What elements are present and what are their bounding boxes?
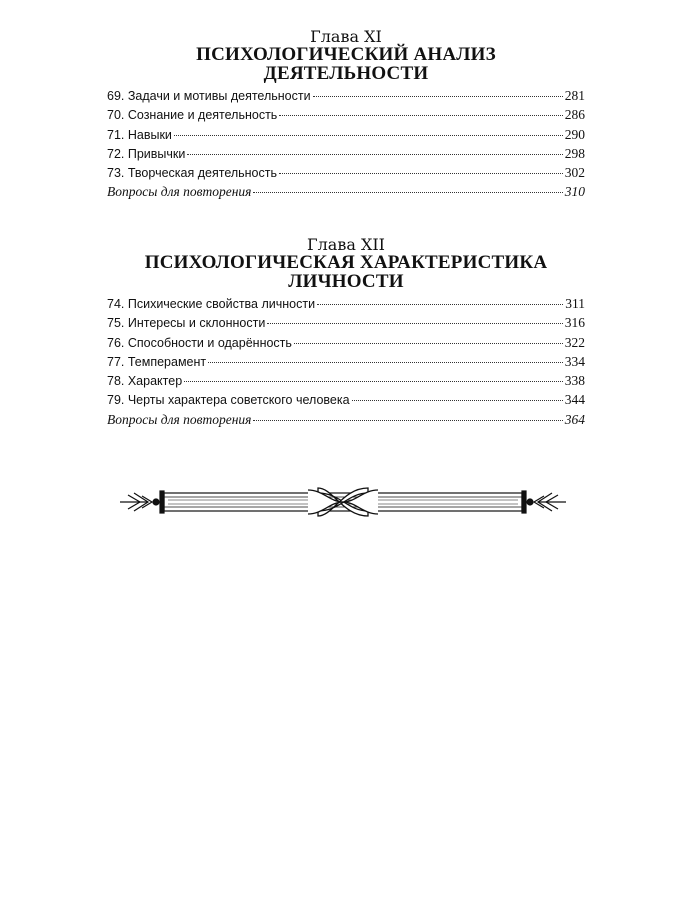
chapter-title-line: ПСИХОЛОГИЧЕСКИЙ АНАЛИЗ [196, 44, 496, 65]
dot-leader [313, 96, 563, 97]
toc-entry-review [107, 184, 585, 203]
dot-leader [187, 154, 562, 155]
toc-entry-title: 75. Интересы и склонности [107, 316, 266, 331]
toc-entry-title: 73. Творческая деятельность [107, 166, 278, 181]
chapter-label: Глава XI [310, 27, 382, 46]
toc-entry [107, 296, 585, 315]
dot-leader [184, 381, 563, 382]
toc-entry-title: 72. Привычки [107, 146, 186, 161]
toc-entry [107, 392, 585, 411]
dot-leader [267, 323, 562, 324]
toc-entry-page: 364 [564, 411, 585, 427]
toc-entry-page: 281 [564, 88, 585, 103]
toc-entry-page: 298 [564, 145, 585, 161]
toc-entry-title: 78. Характер [107, 374, 183, 389]
toc-entry [107, 88, 585, 107]
dot-leader [208, 362, 563, 363]
toc-entry [107, 315, 585, 334]
toc-entry-page: 316 [564, 315, 585, 331]
dot-leader [279, 173, 563, 174]
chapter-title-line: ДЕЯТЕЛЬНОСТИ [263, 63, 429, 84]
dot-leader [279, 115, 562, 116]
toc-entry-page: 322 [564, 334, 585, 350]
toc-entry-title: Вопросы для повторения [107, 184, 252, 200]
toc-entry [107, 335, 585, 354]
toc-entry-page: 334 [564, 353, 585, 369]
toc-entry-page: 302 [564, 165, 585, 181]
chapter-title-line: ЛИЧНОСТИ [288, 271, 404, 292]
toc-entry-title: Вопросы для повторения [107, 411, 252, 427]
arrow-divider-ornament-icon [118, 484, 568, 520]
toc-entry [107, 354, 585, 373]
toc-entry-page: 286 [564, 107, 585, 123]
toc-list [107, 88, 585, 204]
toc-entry-title: 77. Темперамент [107, 354, 207, 369]
toc-list [107, 296, 585, 431]
toc-entry-title: 76. Способности и одарённость [107, 335, 292, 350]
toc-entry [107, 165, 585, 184]
toc-entry-title: 71. Навыки [107, 127, 172, 142]
chapter-section [107, 236, 585, 431]
toc-entry [107, 146, 585, 165]
toc-entry-page: 338 [564, 373, 585, 389]
toc-entry-page: 290 [564, 126, 585, 142]
toc-entry-title: 74. Психические свойства личности [107, 297, 316, 311]
toc-entry-title: 69. Задачи и мотивы деятельности [107, 89, 311, 103]
chapter-title-line: ПСИХОЛОГИЧЕСКАЯ ХАРАКТЕРИСТИКА [144, 252, 548, 273]
toc-entry [107, 373, 585, 392]
toc-entry-page: 310 [564, 184, 585, 200]
toc-entry-review [107, 412, 585, 431]
dot-leader [253, 192, 562, 193]
dot-leader [317, 304, 563, 305]
toc-entry-title: 79. Черты характера советского человека [107, 393, 350, 408]
dot-leader [174, 135, 563, 136]
toc-entry-title: 70. Сознание и деятельность [107, 108, 278, 123]
toc-entry-page: 311 [565, 296, 585, 311]
toc-entry [107, 107, 585, 126]
dot-leader [352, 400, 563, 401]
toc-entry-page: 344 [564, 392, 585, 408]
toc-entry [107, 127, 585, 146]
dot-leader [294, 343, 563, 344]
chapter-label: Глава XII [307, 235, 385, 254]
chapter-section [107, 28, 585, 204]
dot-leader [253, 420, 562, 421]
